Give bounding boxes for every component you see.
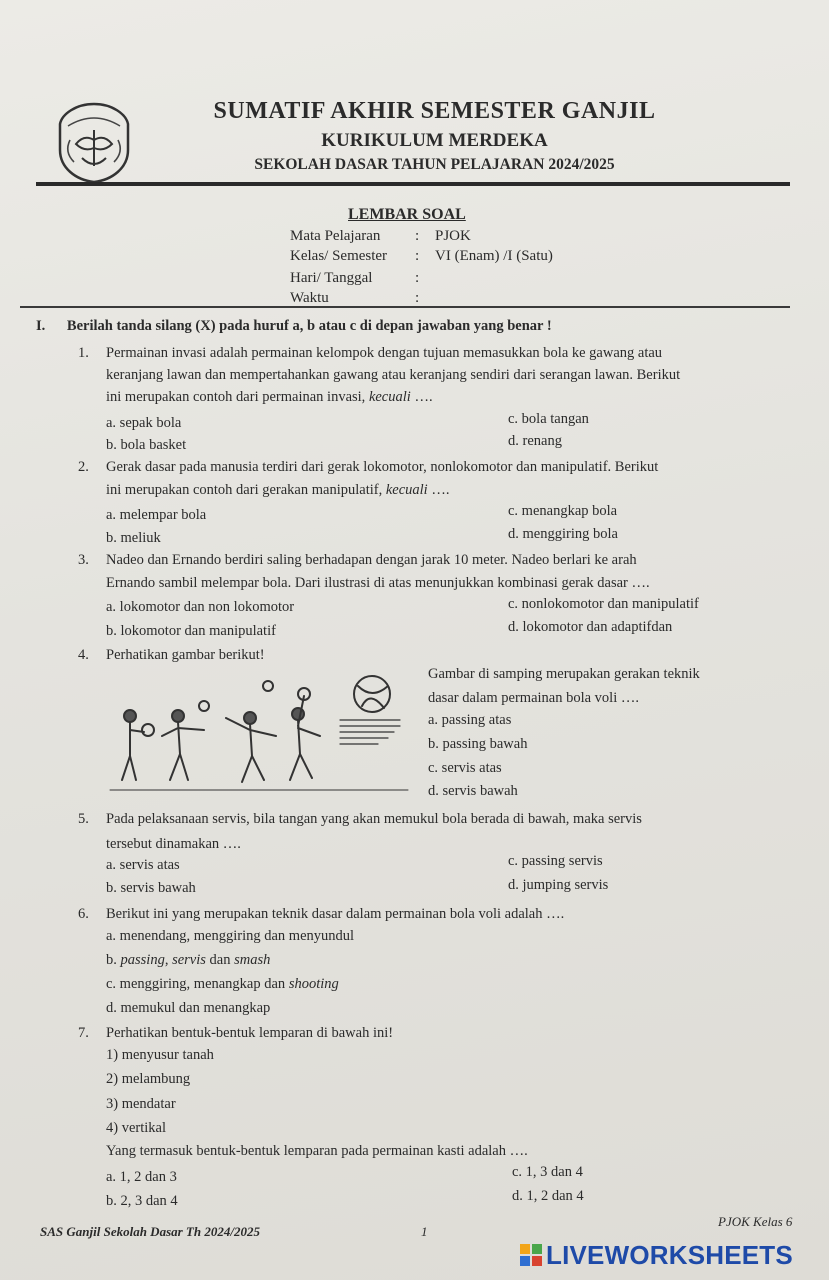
- question-number: 3.: [78, 552, 89, 568]
- curriculum-title: KURIKULUM MERDEKA: [321, 130, 548, 151]
- meta-value: PJOK: [435, 228, 471, 244]
- option-c[interactable]: [106, 976, 339, 993]
- question-text-part: ….: [427, 482, 450, 498]
- header-divider: [36, 182, 790, 186]
- question-text: Perhatikan bentuk-bentuk lemparan di bawah ini!: [106, 1025, 394, 1041]
- option-c[interactable]: c. menangkap bola: [508, 503, 618, 519]
- option-b[interactable]: b. lokomotor dan manipulatif: [106, 623, 276, 639]
- volleyball-serve-illustration: [108, 672, 416, 802]
- question-number: 2.: [78, 459, 89, 475]
- option-term: servis: [172, 952, 206, 968]
- option-term: passing: [120, 952, 165, 968]
- option-a[interactable]: a. melempar bola: [106, 507, 207, 523]
- option-b[interactable]: b. bola basket: [106, 437, 187, 453]
- question-number: 4.: [78, 647, 89, 663]
- question-text: Ernando sambil melempar bola. Dari ilustrasi di atas menunjukkan kombinasi gerak dasar ….: [106, 575, 650, 591]
- sheet-meta: [290, 228, 590, 308]
- option-a[interactable]: a. lokomotor dan non lokomotor: [106, 599, 295, 615]
- option-a[interactable]: a. passing atas: [428, 712, 512, 728]
- option-d[interactable]: d. memukul dan menangkap: [106, 1000, 271, 1016]
- question-text: [106, 479, 449, 501]
- question-text-part: ini merupakan contoh dari permainan invasi,: [106, 389, 369, 405]
- question-text: [106, 386, 433, 408]
- meta-colon: :: [415, 290, 420, 306]
- option-d[interactable]: d. renang: [508, 433, 562, 449]
- question-emphasis: kecuali: [385, 482, 428, 498]
- section-instruction: [36, 318, 552, 335]
- option-b[interactable]: b. servis bawah: [106, 880, 196, 896]
- option-d[interactable]: d. jumping servis: [508, 877, 609, 893]
- footer-exam-label: SAS Ganjil Sekolah Dasar Th 2024/2025: [40, 1224, 260, 1239]
- question-number: 6.: [78, 906, 89, 922]
- option-b[interactable]: [106, 952, 270, 969]
- option-d[interactable]: d. menggiring bola: [508, 526, 618, 542]
- liveworksheets-logo-icon: [520, 1244, 542, 1266]
- question-number: 7.: [78, 1025, 89, 1041]
- option-term: shooting: [288, 976, 339, 992]
- liveworksheets-watermark: [520, 1238, 793, 1272]
- question-number: 1.: [78, 345, 89, 361]
- option-text-part: dan: [205, 952, 235, 968]
- instruction-text: Berilah tanda silang (X) pada huruf a, b atau c di depan jawaban yang benar !: [66, 318, 552, 334]
- question-text: tersebut dinamakan ….: [106, 836, 241, 852]
- exam-title: SUMATIF AKHIR SEMESTER GANJIL: [213, 98, 656, 124]
- list-item: 4) vertikal: [106, 1120, 166, 1136]
- watermark-text: LIVEWORKSHEETS: [546, 1239, 793, 1270]
- meta-label: Waktu: [290, 290, 329, 306]
- sheet-title: LEMBAR SOAL: [348, 206, 466, 223]
- option-term: smash: [234, 952, 271, 968]
- meta-label: Mata Pelajaran: [290, 228, 381, 244]
- footer-class-label: PJOK Kelas 6: [718, 1214, 793, 1229]
- question-text: keranjang lawan dan mempertahankan gawang atau keranjang sendiri dari serangan lawan. Berikut: [106, 367, 681, 383]
- option-a[interactable]: a. sepak bola: [106, 415, 182, 431]
- question-text: Yang termasuk bentuk-bentuk lemparan pada permainan kasti adalah ….: [106, 1143, 528, 1159]
- option-b[interactable]: b. 2, 3 dan 4: [106, 1193, 178, 1209]
- section-number: I.: [36, 318, 46, 334]
- question-number: 5.: [78, 811, 89, 827]
- option-a[interactable]: a. menendang, menggiring dan menyundul: [106, 928, 355, 944]
- option-c[interactable]: c. passing servis: [508, 853, 603, 869]
- option-c[interactable]: c. bola tangan: [508, 411, 589, 427]
- meta-colon: :: [415, 248, 420, 264]
- option-d[interactable]: d. lokomotor dan adaptifdan: [508, 619, 673, 635]
- option-c[interactable]: c. nonlokomotor dan manipulatif: [508, 596, 699, 612]
- option-text-part: b.: [106, 952, 121, 968]
- meta-label: Hari/ Tanggal: [290, 270, 373, 286]
- question-text: Permainan invasi adalah permainan kelompok dengan tujuan memasukkan bola ke gawang atau: [106, 345, 663, 361]
- option-b[interactable]: b. passing bawah: [428, 736, 528, 752]
- question-emphasis: kecuali: [368, 389, 411, 405]
- meta-colon: :: [415, 228, 420, 244]
- option-text-part: c. menggiring, menangkap dan: [106, 976, 289, 992]
- option-c[interactable]: c. servis atas: [428, 760, 502, 776]
- question-text: Gambar di samping merupakan gerakan teknik: [428, 666, 700, 682]
- question-text: dasar dalam permainan bola voli ….: [428, 690, 639, 706]
- question-text: Perhatikan gambar berikut!: [106, 647, 265, 663]
- question-text: Gerak dasar pada manusia terdiri dari gerak lokomotor, nonlokomotor dan manipulatif. Berikut: [106, 459, 659, 475]
- option-a[interactable]: a. servis atas: [106, 857, 180, 873]
- question-text-part: ….: [410, 389, 433, 405]
- option-b[interactable]: b. meliuk: [106, 530, 161, 546]
- list-item: 3) mendatar: [106, 1096, 176, 1112]
- question-text: Berikut ini yang merupakan teknik dasar dalam permainan bola voli adalah ….: [106, 906, 565, 922]
- page-number: 1: [421, 1224, 428, 1239]
- meta-divider: [20, 306, 790, 308]
- option-c[interactable]: c. 1, 3 dan 4: [512, 1164, 583, 1180]
- list-item: 1) menyusur tanah: [106, 1047, 214, 1063]
- option-d[interactable]: d. 1, 2 dan 4: [512, 1188, 584, 1204]
- meta-colon: :: [415, 270, 420, 286]
- list-item: 2) melambung: [106, 1071, 191, 1087]
- school-year-title: SEKOLAH DASAR TAHUN PELAJARAN 2024/2025: [254, 156, 615, 173]
- question-text-part: ini merupakan contoh dari gerakan manipulatif,: [106, 482, 386, 498]
- meta-label: Kelas/ Semester: [290, 248, 388, 264]
- option-d[interactable]: d. servis bawah: [428, 783, 518, 799]
- option-text-part: ,: [164, 952, 173, 968]
- question-text: Nadeo dan Ernando berdiri saling berhadapan dengan jarak 10 meter. Nadeo berlari ke arah: [106, 552, 637, 568]
- meta-value: VI (Enam) /I (Satu): [435, 248, 553, 264]
- option-a[interactable]: a. 1, 2 dan 3: [106, 1169, 177, 1185]
- question-text: Pada pelaksanaan servis, bila tangan yang akan memukul bola berada di bawah, maka servis: [106, 811, 642, 827]
